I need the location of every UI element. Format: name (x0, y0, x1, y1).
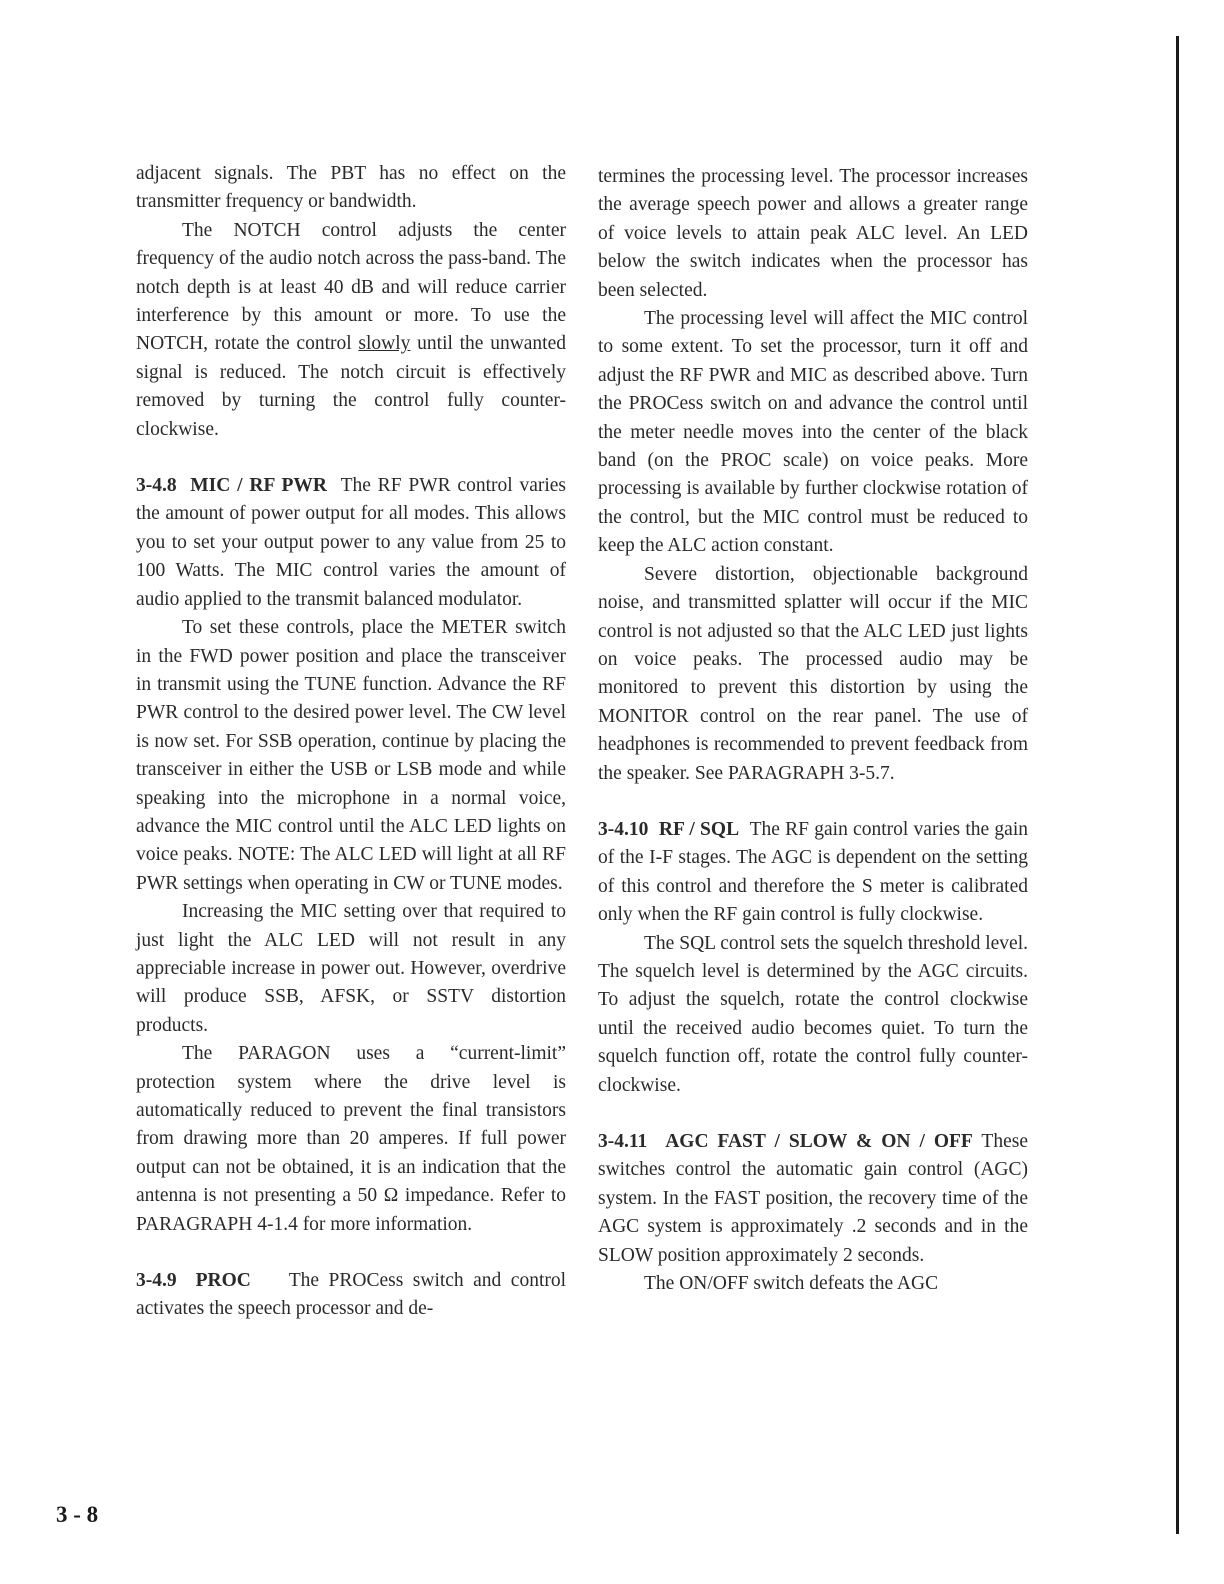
paragraph-text: The RF PWR control varies the amount of power output for all modes. This allows you to set your output power to any value from 25 to 100 Watts. The MIC control varies the amount of audio applied to the transmit balanced modulator. (136, 475, 567, 610)
paragraph: The SQL control sets the squelch threshold level. The squelch level is determined by the AGC circuits. To adjust the squelch, rotate the control clockwise until the received audio becomes quiet. To turn the squelch function off, rotate the control fully counter-clockwise. (598, 932, 1028, 1096)
section-number: 3-4.11 (598, 1131, 648, 1152)
section-title: AGC FAST / SLOW & ON / OFF (665, 1131, 973, 1152)
left-column (136, 160, 566, 1324)
section-number: 3-4.8 (136, 475, 177, 497)
section-3-4-8-paragraph (136, 472, 566, 614)
section-number: 3-4.9 (136, 1270, 177, 1292)
underlined-word: slowly (358, 333, 411, 355)
paragraph: To set these controls, place the METER switch in the FWD power position and place the transceiver in transmit using the TUNE function. Advance the RF PWR control to the desired power level. The CW level is now set. For SSB operation, continue by placing the transceiver in either the USB or LSB mode and while speaking into the microphone in a normal voice, advance the MIC control until the ALC LED lights on voice peaks. NOTE: The ALC LED will light at all RF PWR settings when operating in CW or TUNE modes. (136, 617, 566, 894)
paragraph-text: These switches control the automatic gain control (AGC) system. In the FAST position, the recovery time of the AGC system is approximately .2 seconds and in the SLOW position approximately 2 seconds. (598, 1131, 1028, 1266)
paragraph: adjacent signals. The PBT has no effect on the transmitter frequency or bandwidth. (136, 163, 566, 213)
paragraph: The ON/OFF switch defeats the AGC (644, 1273, 939, 1295)
section-title: MIC / RF PWR (190, 475, 327, 497)
paragraph: The processing level will affect the MIC control to some extent. To set the processor, turn it off and adjust the RF PWR and MIC as described above. Turn the PROCess switch on and advance the control until the meter needle moves into the center of the black band (on the PROC scale) on voice peaks. More processing is available by further clockwise rotation of the control, but the MIC control must be reduced to keep the ALC action constant. (598, 308, 1028, 557)
section-title: PROC (195, 1270, 251, 1292)
notch-paragraph (136, 217, 566, 444)
paragraph-text: The NOTCH control adjusts the center frequency of the audio notch across the pass-band. The notch depth is at least 40 dB and will reduce carrier interference by this amount or more. To use the NOTCH, rotate the control (136, 219, 566, 355)
paragraph-text: The PROCess switch and control activates the speech processor and de- (136, 1270, 567, 1320)
section-title: RF / SQL (658, 818, 740, 840)
paragraph-text: The RF gain control varies the gain of the I-F stages. The AGC is dependent on the setting of this control and therefore the S meter is calibrated only when the RF gain control is fully clockwise. (598, 818, 1028, 926)
paragraph-text: until the unwanted signal is reduced. The notch circuit is effectively removed by turning the control fully counter-clockwise. (136, 333, 566, 440)
page-number: 3 - 8 (56, 1502, 99, 1527)
paragraph: The PARAGON uses a “current-limit” protection system where the drive level is automatically reduced to prevent the final transistors from drawing more than 20 amperes. If full power output can not be obtained, it is an indication that the antenna is not presenting a 50 Ω impedance. Refer to PARAGRAPH 4-1.4 for more information. (136, 1043, 566, 1235)
section-3-4-9-paragraph (136, 1267, 566, 1324)
right-column (598, 163, 1028, 1298)
paragraph: Severe distortion, objectionable background noise, and transmitted splatter will occur if the MIC control is not adjusted so that the ALC LED just lights on voice peaks. The processed audio may be monitored to prevent this distortion by using the MONITOR control on the rear panel. The use of headphones is recommended to prevent feedback from the speaker. See PARAGRAPH 3-5.7. (598, 563, 1028, 784)
section-3-4-11-paragraph (598, 1128, 1028, 1270)
section-number: 3-4.10 (598, 818, 649, 840)
right-margin-rule (1176, 36, 1179, 1534)
paragraph: Increasing the MIC setting over that required to just light the ALC LED will not result in any appreciable increase in power out. However, overdrive will produce SSB, AFSK, or SSTV distortion products. (136, 901, 566, 1036)
section-3-4-10-paragraph (598, 816, 1028, 930)
paragraph: termines the processing level. The processor increases the average speech power and allows a greater range of voice levels to attain peak ALC level. An LED below the switch indicates when the processor has been selected. (598, 166, 1028, 301)
